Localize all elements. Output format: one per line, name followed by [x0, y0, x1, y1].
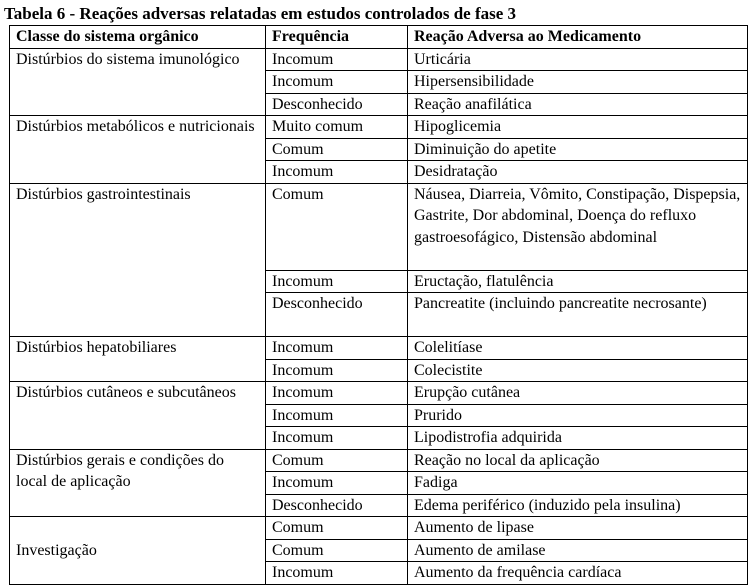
frequency-cell: Incomum: [266, 562, 408, 585]
frequency-cell: Comum: [266, 449, 408, 472]
adverse-reactions-table: [9, 25, 748, 585]
reaction-cell: Náusea, Diarreia, Vômito, Constipação, Dispepsia, Gastrite, Dor abdominal, Doença do refluxo gastroesofágico, Distensão abdominal: [408, 183, 748, 270]
frequency-cell: Desconhecido: [266, 293, 408, 337]
frequency-cell: Incomum: [266, 270, 408, 293]
table-row: [10, 449, 748, 472]
frequency-cell: Muito comum: [266, 116, 408, 139]
table-body: [10, 48, 748, 584]
table-row: [10, 337, 748, 360]
reaction-cell: Hipersensibilidade: [408, 71, 748, 94]
frequency-cell: Incomum: [266, 48, 408, 71]
table-row: [10, 517, 748, 540]
frequency-cell: Incomum: [266, 161, 408, 184]
reaction-cell: Colecistite: [408, 359, 748, 382]
frequency-cell: Comum: [266, 539, 408, 562]
reaction-cell: Pancreatite (incluindo pancreatite necrosante): [408, 293, 748, 337]
frequency-cell: Incomum: [266, 359, 408, 382]
reaction-cell: Reação no local da aplicação: [408, 449, 748, 472]
frequency-cell: Comum: [266, 183, 408, 270]
header-organ-class: Classe do sistema orgânico: [10, 26, 266, 49]
organ-class-cell: Distúrbios cutâneos e subcutâneos: [10, 382, 266, 450]
organ-class-cell: Distúrbios metabólicos e nutricionais: [10, 116, 266, 184]
reaction-cell: Aumento da frequência cardíaca: [408, 562, 748, 585]
organ-class-cell: Distúrbios do sistema imunológico: [10, 48, 266, 116]
table-title: Tabela 6 - Reações adversas relatadas em estudos controlados de fase 3: [4, 4, 517, 23]
frequency-cell: Comum: [266, 138, 408, 161]
header-adverse-reaction: Reação Adversa ao Medicamento: [408, 26, 748, 49]
frequency-cell: Incomum: [266, 71, 408, 94]
reaction-cell: Edema periférico (induzido pela insulina): [408, 494, 748, 517]
reaction-cell: Eructação, flatulência: [408, 270, 748, 293]
table-row: [10, 116, 748, 139]
frequency-cell: Comum: [266, 517, 408, 540]
reaction-cell: Desidratação: [408, 161, 748, 184]
frequency-cell: Desconhecido: [266, 494, 408, 517]
reaction-cell: Fadiga: [408, 472, 748, 495]
organ-class-cell: Distúrbios gastrointestinais: [10, 183, 266, 337]
header-frequency: Frequência: [266, 26, 408, 49]
reaction-cell: Lipodistrofia adquirida: [408, 427, 748, 450]
reaction-cell: Erupção cutânea: [408, 382, 748, 405]
organ-class-cell: Distúrbios hepatobiliares: [10, 337, 266, 382]
frequency-cell: Incomum: [266, 427, 408, 450]
reaction-cell: Reação anafilática: [408, 93, 748, 116]
organ-class-cell: Investigação: [10, 517, 266, 585]
table-row: [10, 382, 748, 405]
reaction-cell: Diminuição do apetite: [408, 138, 748, 161]
reaction-cell: Hipoglicemia: [408, 116, 748, 139]
frequency-cell: Incomum: [266, 382, 408, 405]
frequency-cell: Desconhecido: [266, 93, 408, 116]
table-row: [10, 48, 748, 71]
frequency-cell: Incomum: [266, 404, 408, 427]
frequency-cell: Incomum: [266, 472, 408, 495]
frequency-cell: Incomum: [266, 337, 408, 360]
reaction-cell: Urticária: [408, 48, 748, 71]
reaction-cell: Colelitíase: [408, 337, 748, 360]
reaction-cell: Prurido: [408, 404, 748, 427]
organ-class-cell: Distúrbios gerais e condições do local de aplicação: [10, 449, 266, 517]
table-header-row: [10, 26, 748, 49]
table-row: [10, 183, 748, 270]
reaction-cell: Aumento de amilase: [408, 539, 748, 562]
reaction-cell: Aumento de lipase: [408, 517, 748, 540]
